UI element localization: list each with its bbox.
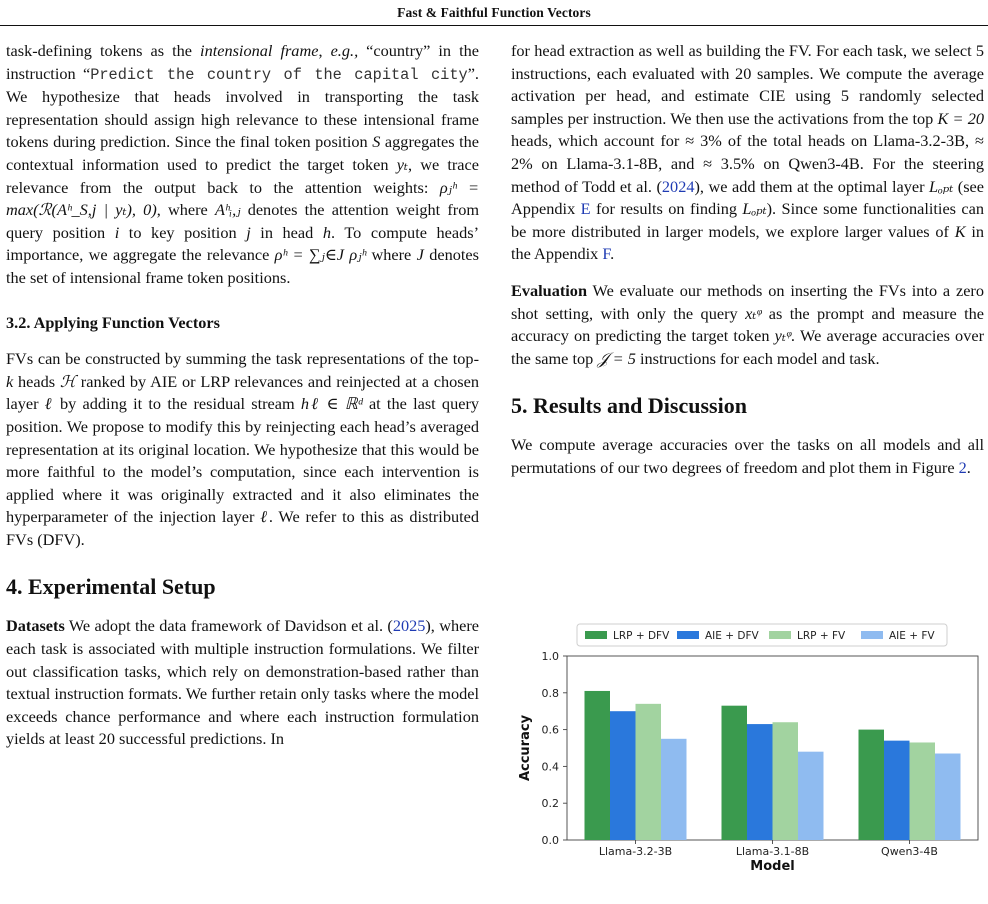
bar xyxy=(859,730,885,840)
section-heading-3-2: 3.2. Applying Function Vectors xyxy=(6,312,220,332)
section-heading-5: 5. Results and Discussion xyxy=(511,393,747,419)
bar xyxy=(910,742,936,840)
appendix-link-e[interactable]: E xyxy=(580,199,591,219)
section-heading-4: 4. Experimental Setup xyxy=(6,574,216,600)
y-tick-label: 0.2 xyxy=(541,797,559,811)
y-axis-label: Accuracy xyxy=(518,714,533,782)
legend-swatch xyxy=(585,631,607,639)
instruction-example: Predict the country of the capital city xyxy=(90,65,468,84)
x-tick-label: Llama-3.2-3B xyxy=(598,845,673,858)
paper-running-title: Fast & Faithful Function Vectors xyxy=(397,5,591,20)
x-axis-label: Model xyxy=(750,859,795,874)
bar xyxy=(935,754,961,840)
y-tick-label: 0.8 xyxy=(541,686,559,700)
bar xyxy=(585,691,611,840)
legend-label: AIE + FV xyxy=(889,630,935,642)
chart-svg xyxy=(511,618,986,878)
paragraph-head-extraction: for head extraction as well as building the FV. For each task, we select 5 instructions, each evaluated with 20 samples. We compute the average activation per head, and estimate CIE using 5 randomly selected samples per instruction. We then use the activations from the top K = 20 heads, which account for ≈ 3% of the total heads on Llama-3.2-3B, ≈ 2% on Llama-3.1-8B, and ≈ 3.5% on Qwen3-4B. For the steering method of Todd et al. (2024), we add them at the optimal layer Lₒₚₜ (see Appendix E for results on finding Lₒₚₜ). Since some functionalities can be more distributed in larger models, we explore larger values of K in the Appendix F. xyxy=(511,41,985,264)
left-column xyxy=(6,40,479,751)
accuracy-bar-chart xyxy=(511,618,986,878)
paragraph-datasets: Datasets We adopt the data framework of Davidson et al. (2025), where each task is associated with multiple instruction formulations. We filter out classification tasks, which rely on demonstration-based rather than textual instruction formats. We further retain only tasks where the model exceeds chance performance and where each instruction formulation yields at least 20 successful predictions. In xyxy=(6,616,479,749)
bar xyxy=(661,739,687,840)
appendix-link-f[interactable]: F xyxy=(602,244,611,264)
header-rule xyxy=(0,25,988,26)
bar xyxy=(722,706,748,840)
aggregate-formula: ρʰ = ∑ⱼ∈J ρⱼʰ xyxy=(274,245,367,265)
y-tick-label: 0.4 xyxy=(541,760,559,774)
y-tick-label: 1.0 xyxy=(541,650,559,663)
y-tick-label: 0.0 xyxy=(541,834,559,847)
legend-swatch xyxy=(677,631,699,639)
bar xyxy=(747,724,773,840)
bar xyxy=(773,722,799,840)
legend-swatch xyxy=(769,631,791,639)
paragraph-applying-fvs: FVs can be constructed by summing the task representations of the top-k heads ℋ ranked by AIE or LRP relevances and reinjected at a chosen layer ℓ by adding it to the residual stream hℓ ∈ ℝᵈ at the last query position. We propose to modify this by reinjecting each head’s averaged representation at its original location. We hypothesize that this would be more faithful to the model’s computation, since each intervention is applied where it was originally extracted and it also eliminates the hyperparameter of the injection layer ℓ. We refer to this as distributed FVs (DFV). xyxy=(6,349,480,549)
legend-swatch xyxy=(861,631,883,639)
right-column xyxy=(511,40,984,480)
legend-label: AIE + DFV xyxy=(705,630,759,642)
y-tick-label: 0.6 xyxy=(541,723,559,737)
x-tick-label: Qwen3-4B xyxy=(881,845,938,858)
figure-link-2[interactable]: 2 xyxy=(958,457,967,477)
bar xyxy=(636,704,662,840)
legend-label: LRP + DFV xyxy=(613,630,670,642)
paragraph-results: We compute average accuracies over the tasks on all models and all permutations of our two degrees of freedom and plot them in Figure 2. xyxy=(511,435,984,477)
bar xyxy=(798,752,824,840)
x-tick-label: Llama-3.1-8B xyxy=(735,845,810,858)
citation-link-todd[interactable]: 2024 xyxy=(661,176,695,196)
bar xyxy=(610,711,636,840)
bar xyxy=(884,741,910,840)
running-header xyxy=(0,0,988,26)
paragraph-evaluation: Evaluation We evaluate our methods on inserting the FVs into a zero shot setting, with only the query xₜᵠ as the prompt and measure the accuracy on predicting the target token yₜᵠ. We average accuracies over the same top 𝒥 = 5 instructions for each model and task. xyxy=(511,280,984,368)
relevance-formula: ρⱼʰ = max(ℛ(Aʰ_S,j | yₜ), 0) xyxy=(6,177,479,220)
paragraph-intensional-frame: task-defining tokens as the intensional frame, e.g., “country” in the instruction “Predict the country of the capital city”. We hypothesize that heads involved in transporting the task representation should assign high relevance to these intensional frame tokens during prediction. Since the final token position S aggregates the contextual information used to predict the target token yₜ, we trace relevance from the output back to the attention weights: ρⱼʰ = max(ℛ(Aʰ_S,j | yₜ), 0), where Aʰᵢ,ⱼ denotes the attention weight from query position i to key position j in head h. To compute heads’ importance, we aggregate the relevance ρʰ = ∑ⱼ∈J ρⱼʰ where J denotes the set of intensional frame token positions. xyxy=(6,41,480,287)
citation-link-davidson[interactable]: 2025 xyxy=(392,616,426,636)
legend-label: LRP + FV xyxy=(797,630,846,642)
